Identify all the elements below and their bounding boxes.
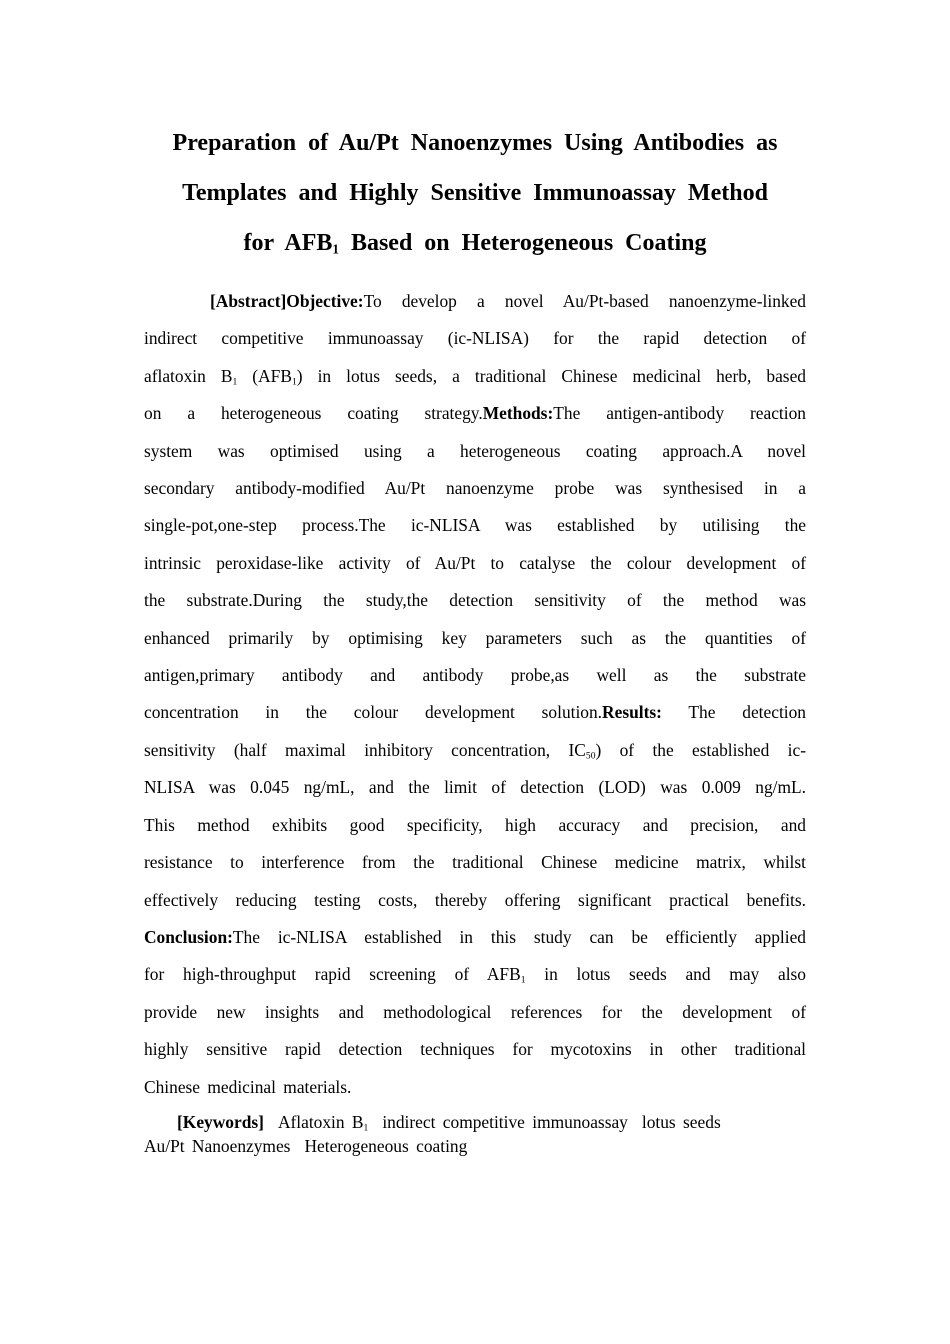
abstract-line: system was optimised using a heterogeneous coating approach.A novel xyxy=(144,440,806,461)
title-line-1: Preparation of Au/Pt Nanoenzymes Using Antibodies as xyxy=(172,130,778,156)
keywords-label: [Keywords] xyxy=(177,1112,264,1132)
abstract-line: resistance to interference from the traditional Chinese medicine matrix, whilst xyxy=(144,852,806,873)
objective-label: Objective: xyxy=(286,291,364,311)
abstract-line: highly sensitive rapid detection techniques for mycotoxins in other traditional xyxy=(144,1039,806,1060)
abstract-line: for high-throughput rapid screening of $AFB_1$ in lotus seeds and may also xyxy=(144,964,806,986)
abstract-body xyxy=(144,283,806,1106)
keyword: Au/Pt Nanoenzymes xyxy=(144,1136,291,1156)
keywords-line xyxy=(144,1134,806,1158)
keywords-line xyxy=(144,1110,806,1134)
abstract-line: Conclusion:The ic-NLISA established in this study can be efficiently applied xyxy=(144,926,806,947)
abstract-line: provide new insights and methodological references for the development of xyxy=(144,1001,806,1022)
abstract-line: concentration in the colour development solution.Results: The detection xyxy=(144,702,807,723)
title-line-2: Templates and Highly Sensitive Immunoassay Method xyxy=(182,180,768,206)
conclusion-label: Conclusion: xyxy=(144,926,233,947)
paper-page xyxy=(144,0,806,1344)
title-line-3: for $AFB_1$ Based on Heterogeneous Coating xyxy=(243,230,707,257)
results-label: Results: xyxy=(602,702,662,723)
keyword: indirect competitive immunoassay xyxy=(382,1112,628,1132)
abstract-line: single-pot,one-step process.The ic-NLISA was established by utilising the xyxy=(144,515,806,536)
abstract-line: the substrate.During the study,the detection sensitivity of the method was xyxy=(144,590,806,611)
keyword: lotus seeds xyxy=(641,1112,721,1132)
abstract-label: [Abstract] xyxy=(210,291,287,311)
abstract-line: aflatoxin $B_1$ $(AFB_1)$ in lotus seeds, a traditional Chinese medicinal herb, based xyxy=(144,365,806,388)
abstract-line: sensitivity (half maximal inhibitory concentration, $IC_{50}$) of the established ic- xyxy=(144,739,807,762)
abstract-line: NLISA was 0.045 ng/mL, and the limit of detection (LOD) was 0.009 ng/mL. xyxy=(144,777,806,798)
abstract-line: [Abstract]Objective:To develop a novel Au/Pt-based nanoenzyme-linked xyxy=(210,291,806,311)
abstract-line: effectively reducing testing costs, thereby offering significant practical benefits. xyxy=(144,889,806,910)
abstract-line: This method exhibits good specificity, high accuracy and precision, and xyxy=(144,814,806,835)
keywords-section xyxy=(144,1110,806,1158)
abstract-line: antigen,primary antibody and antibody probe,as well as the substrate xyxy=(144,665,806,686)
abstract-line: enhanced primarily by optimising key parameters such as the quantities of xyxy=(144,627,806,648)
methods-label: Methods: xyxy=(482,403,554,424)
abstract-line: Chinese medicinal materials. xyxy=(144,1076,352,1097)
paper-title xyxy=(144,118,806,268)
keyword: Heterogeneous coating xyxy=(304,1136,468,1156)
abstract-line: indirect competitive immunoassay (ic-NLISA) for the rapid detection of xyxy=(144,328,806,349)
abstract-line: secondary antibody-modified Au/Pt nanoenzyme probe was synthesised in a xyxy=(144,478,806,499)
keyword: Aflatoxin $B_1$ xyxy=(277,1112,369,1134)
abstract-line: intrinsic peroxidase-like activity of Au/Pt to catalyse the colour development of xyxy=(144,552,806,573)
abstract-line: on a heterogeneous coating strategy.Methods:The antigen-antibody reaction xyxy=(144,403,806,424)
